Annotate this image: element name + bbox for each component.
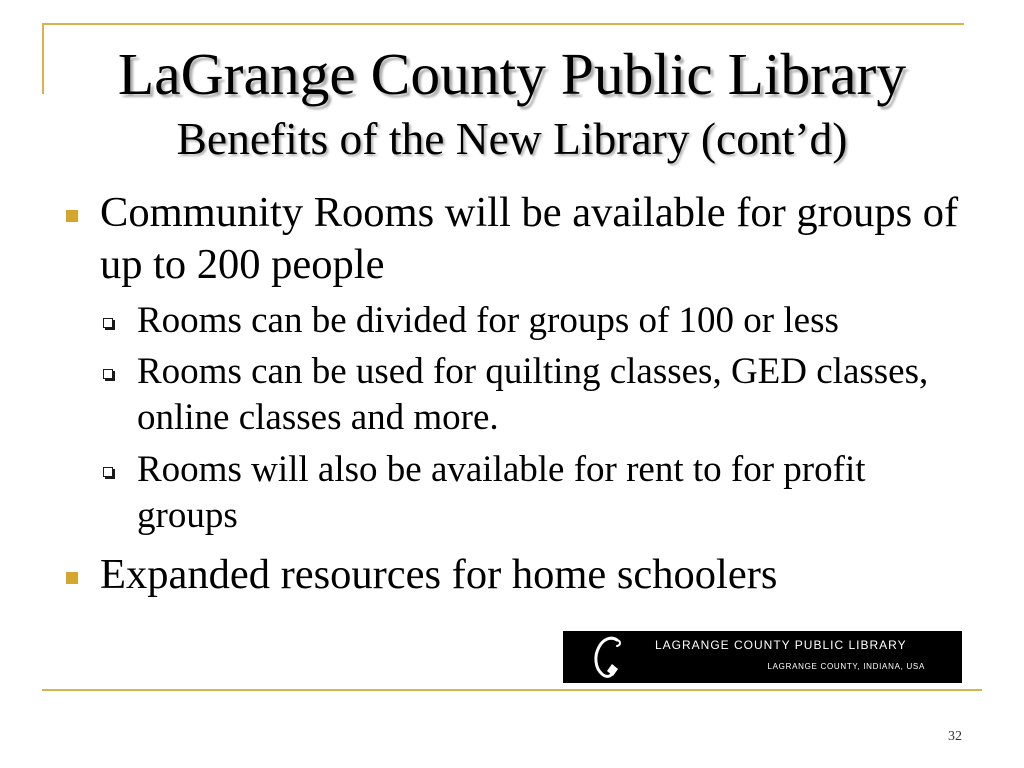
logo-location: LAGRANGE COUNTY, INDIANA, USA <box>767 662 925 671</box>
sub-bullet-item <box>137 349 947 441</box>
library-logo <box>563 631 962 683</box>
bullet-item <box>100 187 980 291</box>
bullet-text: Community Rooms will be available for groups of up to 200 people <box>100 189 959 288</box>
page-number: 32 <box>948 729 962 744</box>
bullet-text: Expanded resources for home schoolers <box>100 551 778 598</box>
filled-square-bullet-icon <box>66 210 78 222</box>
shadowed-square-bullet-icon <box>103 467 113 477</box>
slide-title: LaGrange County Public Library <box>117 41 907 107</box>
sub-bullet-item <box>137 447 947 539</box>
sub-bullet-text: Rooms can be divided for groups of 100 or less <box>137 299 839 341</box>
filled-square-bullet-icon <box>66 572 78 584</box>
slide-subtitle: Benefits of the New Library (cont’d) <box>176 112 848 164</box>
sub-bullet-text: Rooms will also be available for rent to for profit groups <box>137 448 866 536</box>
shadowed-square-bullet-icon <box>103 369 113 379</box>
top-rule <box>42 23 964 25</box>
logo-library-name: LAGRANGE COUNTY PUBLIC LIBRARY <box>655 638 907 652</box>
bullet-item <box>100 549 980 601</box>
library-c-logo-icon <box>587 635 627 681</box>
sub-bullet-text: Rooms can be used for quilting classes, GED classes, online classes and more. <box>137 350 929 438</box>
shadowed-square-bullet-icon <box>103 318 113 328</box>
bottom-rule <box>42 689 982 691</box>
sub-bullet-item <box>137 298 947 344</box>
